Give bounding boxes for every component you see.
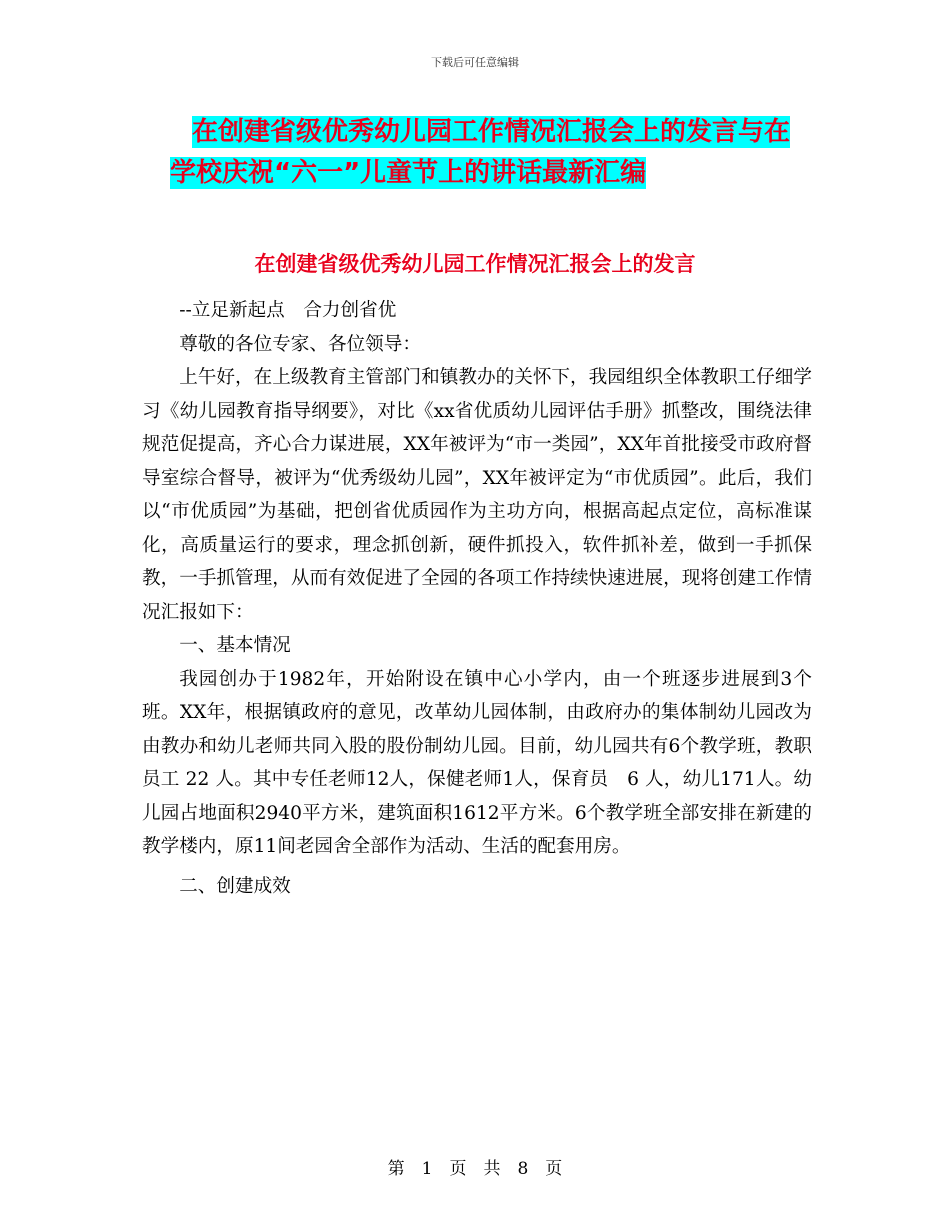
heading-achievements: 二、创建成效	[179, 875, 291, 897]
paragraph-basic-situation: 我园创办于1982年，开始附设在镇中心小学内，由一个班逐步进展到3个班。XX年，根据镇政府的意见，改革幼儿园体制，由政府办的集体制幼儿园改为由教办和幼儿老师共同入股的股份制幼儿园。目前，幼儿园共有6个教学班，教职员工 22 人。其中专任老师12人，保健老师1人，保育员 6 人，幼儿171人。幼儿园占地面积2940平方米，建筑面积1612平方米。6个教学班全部安排在新建的教学楼内，原11间老园舍全部作为活动、生活的配套用房。	[142, 668, 812, 857]
document-body	[142, 294, 812, 903]
page-header-note: 下载后可任意编辑	[431, 56, 519, 69]
paragraph-intro: 上午好，在上级教育主管部门和镇教办的关怀下，我园组织全体教职工仔细学习《幼儿园教育指导纲要》，对比《xx省优质幼儿园评估手册》抓整改，围绕法律规范促提高，齐心合力谋进展，XX年被评为“市一类园”，XX年首批接受市政府督导室综合督导，被评为“优秀级幼儿园”，XX年被评定为“市优质园”。此后，我们以“市优质园”为基础，把创省优质园作为主功方向，根据高起点定位，高标准谋化，高质量运行的要求，理念抓创新，硬件抓投入，软件抓补差，做到一手抓保教，一手抓管理，从而有效促进了全园的各项工作持续快速进展，现将创建工作情况汇报如下：	[142, 367, 812, 623]
main-title-line-1-text: 在创建省级优秀幼儿园工作情况汇报会上的发言与在	[192, 117, 791, 147]
section-title: 在创建省级优秀幼儿园工作情况汇报会上的发言	[254, 252, 696, 276]
heading-basic-situation: 一、基本情况	[179, 635, 291, 656]
main-title-line-2	[142, 153, 822, 194]
document-main-title	[142, 112, 822, 194]
page-footer-number: 第 1 页 共 8 页	[387, 1159, 563, 1179]
salutation: 尊敬的各位专家、各位领导：	[179, 333, 421, 355]
main-title-line-1	[142, 112, 822, 153]
main-title-line-2-text: 学校庆祝“六一”儿童节上的讲话最新汇编	[170, 158, 647, 188]
speech-subtitle: --立足新起点 合力创省优	[179, 300, 397, 321]
